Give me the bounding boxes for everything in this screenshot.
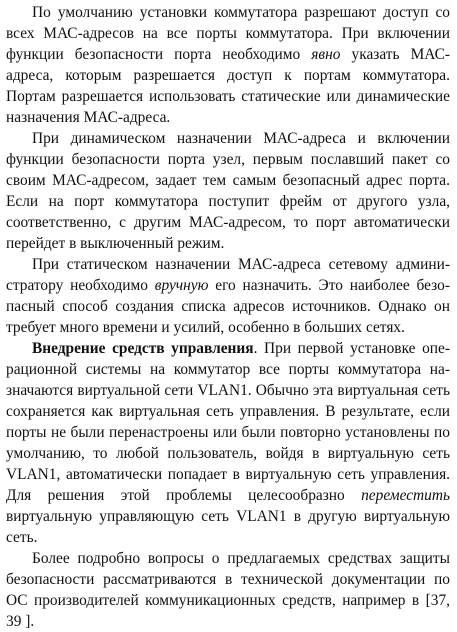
text-run: виртуальную управляющую сеть VLAN1 в другую виртуальную сеть. bbox=[6, 508, 450, 546]
text-run: его назначить. Это наиболее безопасный способ создания списка адресов источников. Однако он требует много времени и усилий, особенно в больших сетях. bbox=[6, 277, 451, 336]
text-run: При динамическом назначении МАС-адреса и включении функции безопасности порта узел, первым пославший пакет со своим МАС-адресом, задает тем самым безопасный адрес порта. Если на порт коммутатора поступит фрейм от другого узла, соответственно, с другим МАС-адресом, то порт автоматически перейдет в выключенный режим. bbox=[6, 130, 450, 252]
text-run: указать МАС-адреса, которым разрешается доступ к портам коммутатора. Портам разрешается использовать статические или динамические назначения МАС-адреса. bbox=[6, 46, 450, 126]
emphasis-run: явно bbox=[311, 46, 341, 63]
paragraph-port-security-defaults bbox=[6, 2, 450, 128]
paragraph-management-vlan bbox=[6, 338, 450, 548]
text-run: При статическом назначении МАС-адреса сетевому администратору необходимо bbox=[6, 256, 450, 294]
paragraph-dynamic-assignment bbox=[6, 128, 450, 254]
section-heading-run: Внедрение средств управления bbox=[32, 340, 254, 357]
text-run: По умолчанию установки коммутатора разрешают доступ со всех МАС-адресов на все порты коммутатора. При включении функции безопасности порта необходимо bbox=[6, 4, 450, 63]
paragraph-references bbox=[6, 548, 450, 632]
paragraph-static-assignment bbox=[6, 254, 450, 338]
text-run: Более подробно вопросы о предлагаемых средствах защиты безопасности рассматриваются в технической документации по ОС производителей коммуникационных средств, например в [37, 39 ]. bbox=[6, 550, 450, 630]
emphasis-run: вручную bbox=[154, 277, 209, 294]
emphasis-run: переместить bbox=[361, 487, 450, 504]
text-run: . При первой установке операционной системы на коммутатор все порты коммутатора назначаются виртуальной сети VLAN1. Обычно эта виртуальная сеть сохраняется как виртуальная сеть управления. В результате, если порты не были перенастроены или были повторно установлены по умолчанию, то любой пользователь, войдя в виртуальную сеть VLAN1, автоматически попадает в виртуальную сеть управления. Для решения этой проблемы целесообразно bbox=[6, 340, 450, 504]
